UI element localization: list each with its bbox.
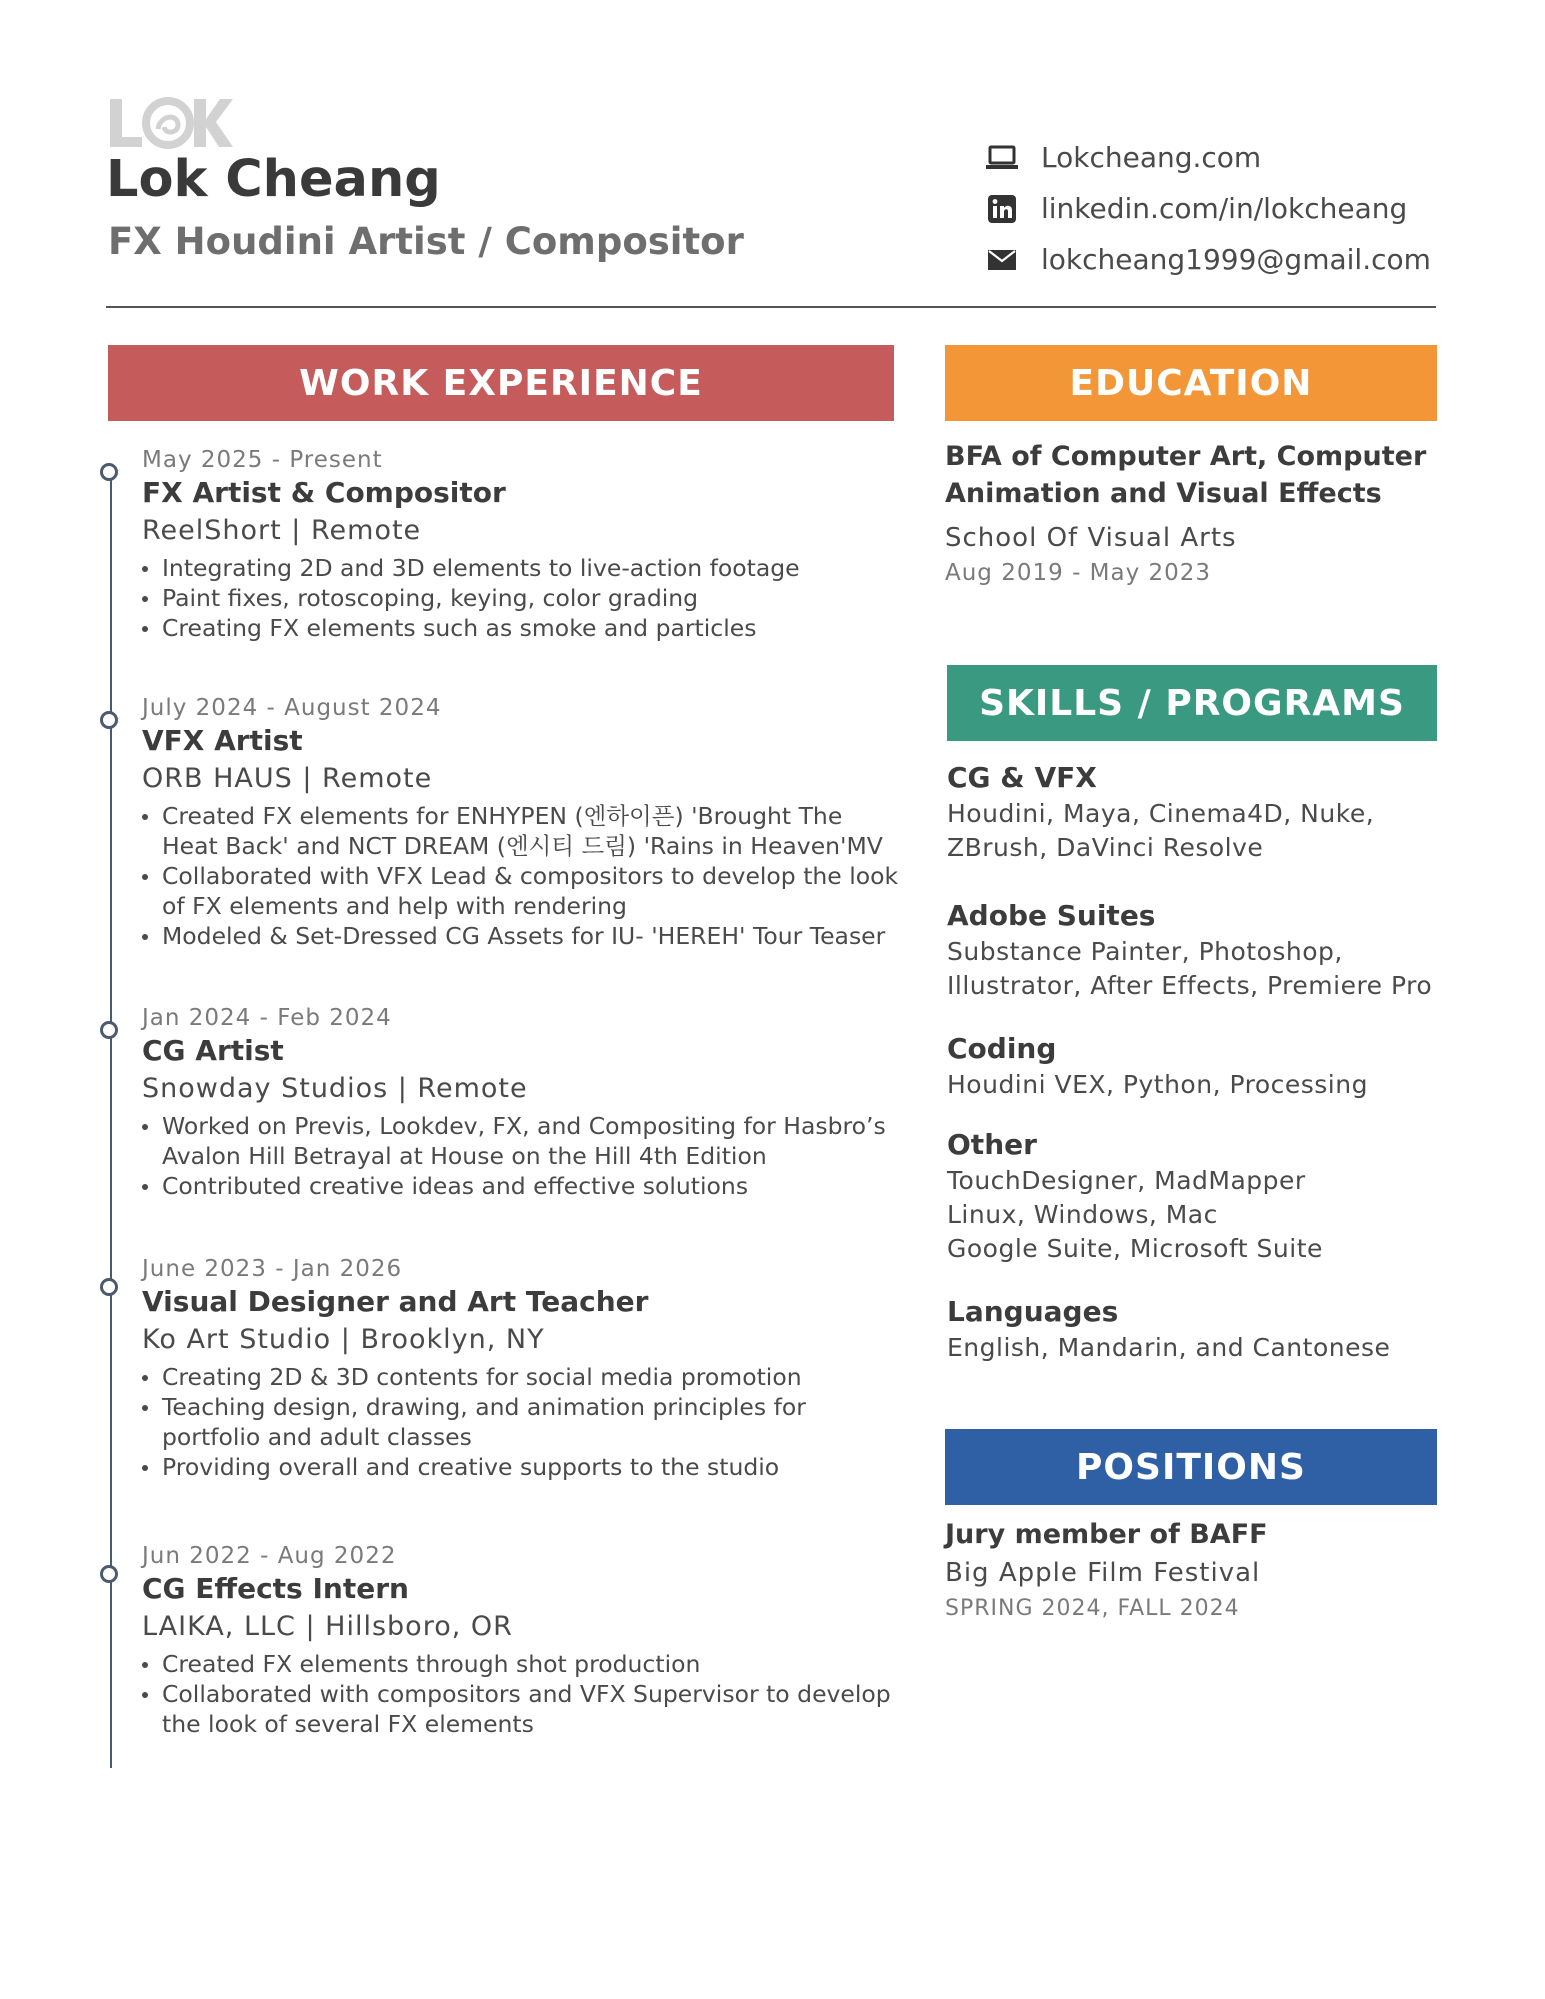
skill-body: Houdini VEX, Python, Processing — [947, 1070, 1368, 1099]
job-bullet: Collaborated with compositors and VFX Supervisor to develop the look of several FX elements — [162, 1679, 902, 1739]
skills-heading: SKILLS / PROGRAMS — [947, 665, 1437, 741]
job-company: LAIKA, LLC | Hillsboro, OR — [142, 1611, 513, 1642]
skill-group — [947, 1293, 1447, 1365]
timeline-node — [100, 1565, 118, 1583]
header-divider — [106, 306, 1436, 308]
job-entry — [142, 1254, 902, 1482]
job-company: Snowday Studios | Remote — [142, 1073, 528, 1104]
positions-heading: POSITIONS — [945, 1429, 1437, 1505]
job-bullets — [142, 1362, 902, 1482]
job-entry — [142, 1003, 902, 1201]
skill-body: Houdini, Maya, Cinema4D, Nuke, ZBrush, DaVinci Resolve — [947, 799, 1375, 862]
contact-linkedin-label[interactable]: linkedin.com/in/lokcheang — [1041, 192, 1408, 225]
contact-list — [985, 132, 1505, 285]
job-bullet: Teaching design, drawing, and animation principles for portfolio and adult classes — [162, 1392, 902, 1452]
candidate-name: Lok Cheang — [106, 150, 441, 209]
contact-linkedin[interactable] — [985, 183, 1505, 234]
work-experience-heading: WORK EXPERIENCE — [108, 345, 894, 421]
skill-heading: Adobe Suites — [947, 899, 1156, 932]
candidate-title: FX Houdini Artist / Compositor — [108, 220, 744, 263]
job-role: CG Artist — [142, 1034, 284, 1067]
job-bullet: Created FX elements through shot production — [162, 1649, 902, 1679]
skill-heading: Coding — [947, 1032, 1057, 1065]
position-entry — [945, 1517, 1445, 1625]
job-date: June 2023 - Jan 2026 — [142, 1256, 403, 1282]
job-bullet: Paint fixes, rotoscoping, keying, color grading — [162, 583, 902, 613]
job-company: ORB HAUS | Remote — [142, 763, 433, 794]
linkedin-icon — [985, 192, 1019, 226]
logo — [108, 95, 234, 149]
position-title: Jury member of BAFF — [945, 1519, 1268, 1550]
skill-group — [947, 1030, 1447, 1102]
job-bullet: Providing overall and creative supports to the studio — [162, 1452, 902, 1482]
job-bullets — [142, 553, 902, 643]
job-entry — [142, 693, 902, 951]
lok-logo-mark — [108, 95, 234, 149]
job-bullet: Modeled & Set-Dressed CG Assets for IU- 'HEREH' Tour Teaser — [162, 921, 902, 951]
contact-website-label[interactable]: Lokcheang.com — [1041, 141, 1262, 174]
job-bullets — [142, 801, 902, 951]
job-company: ReelShort | Remote — [142, 515, 422, 546]
job-date: July 2024 - August 2024 — [142, 695, 442, 721]
timeline-node — [100, 463, 118, 481]
job-bullet: Contributed creative ideas and effective solutions — [162, 1171, 902, 1201]
job-role: Visual Designer and Art Teacher — [142, 1285, 649, 1318]
job-bullet: Collaborated with VFX Lead & compositors to develop the look of FX elements and help with rendering — [162, 861, 902, 921]
education-entry — [945, 438, 1445, 588]
timeline-node — [100, 1278, 118, 1296]
job-date: Jan 2024 - Feb 2024 — [142, 1005, 392, 1031]
job-bullet: Creating FX elements such as smoke and particles — [162, 613, 902, 643]
skill-heading: Languages — [947, 1295, 1119, 1328]
mail-icon — [985, 243, 1019, 277]
contact-email[interactable] — [985, 234, 1505, 285]
timeline-node — [100, 711, 118, 729]
job-role: FX Artist & Compositor — [142, 476, 506, 509]
laptop-icon — [985, 141, 1019, 175]
job-company: Ko Art Studio | Brooklyn, NY — [142, 1324, 545, 1355]
job-entry — [142, 1541, 902, 1739]
skill-group — [947, 897, 1447, 1003]
job-date: May 2025 - Present — [142, 447, 383, 473]
job-date: Jun 2022 - Aug 2022 — [142, 1543, 397, 1569]
education-heading: EDUCATION — [945, 345, 1437, 421]
education-school: School Of Visual Arts — [945, 523, 1237, 553]
skill-body: English, Mandarin, and Cantonese — [947, 1333, 1391, 1362]
position-dates: SPRING 2024, FALL 2024 — [945, 1596, 1240, 1621]
skill-heading: Other — [947, 1128, 1037, 1161]
job-bullet: Worked on Previs, Lookdev, FX, and Compositing for Hasbro’s Avalon Hill Betrayal at House on the Hill 4th Edition — [162, 1111, 902, 1171]
job-bullets — [142, 1111, 902, 1201]
skill-group — [947, 1126, 1447, 1266]
education-degree: BFA of Computer Art, Computer Animation and Visual Effects — [945, 441, 1427, 509]
contact-website[interactable] — [985, 132, 1505, 183]
skill-group — [947, 759, 1447, 865]
job-bullet: Creating 2D & 3D contents for social media promotion — [162, 1362, 902, 1392]
timeline-node — [100, 1021, 118, 1039]
job-role: VFX Artist — [142, 724, 303, 757]
job-bullet: Created FX elements for ENHYPEN (엔하이픈) 'Brought The Heat Back' and NCT DREAM (엔시티 드림) 'Rains in Heaven'MV — [162, 801, 902, 861]
job-entry — [142, 445, 902, 643]
education-dates: Aug 2019 - May 2023 — [945, 560, 1212, 586]
skill-heading: CG & VFX — [947, 761, 1097, 794]
job-role: CG Effects Intern — [142, 1572, 409, 1605]
job-bullets — [142, 1649, 902, 1739]
skill-body: TouchDesigner, MadMapper Linux, Windows, Mac Google Suite, Microsoft Suite — [947, 1166, 1323, 1263]
skill-body: Substance Painter, Photoshop, Illustrator, After Effects, Premiere Pro — [947, 937, 1433, 1000]
job-bullet: Integrating 2D and 3D elements to live-action footage — [162, 553, 902, 583]
position-org: Big Apple Film Festival — [945, 1558, 1261, 1588]
contact-email-label[interactable]: lokcheang1999@gmail.com — [1041, 243, 1431, 276]
